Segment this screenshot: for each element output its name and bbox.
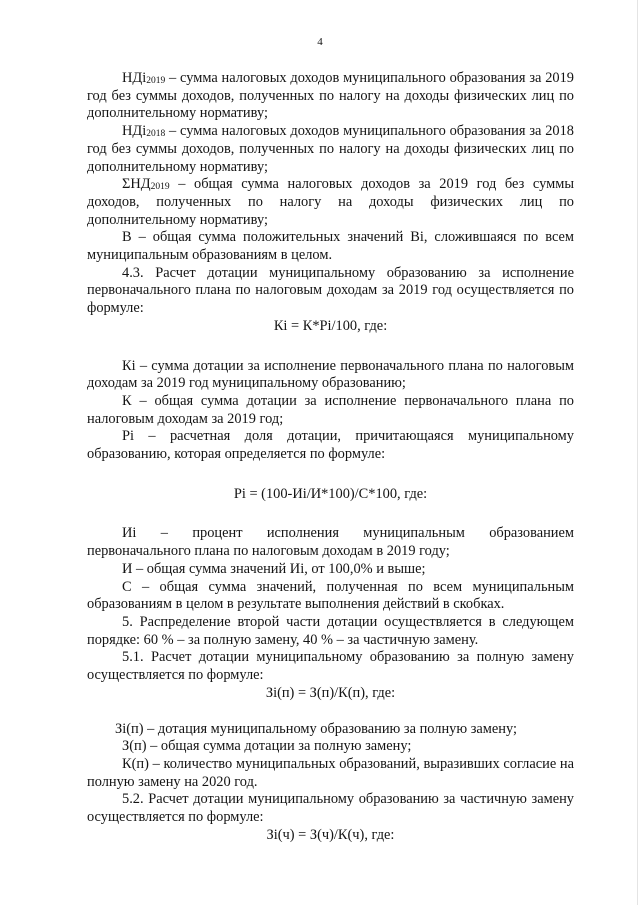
page-number: 4 bbox=[317, 36, 323, 48]
definition-text: – сумма налоговых доходов муниципального образования за 2019 год без суммы доходов, полученных по налогу на доходы физических лиц по дополнительному нормативу; bbox=[87, 70, 574, 122]
definition-ndi2018 bbox=[87, 123, 574, 176]
section-5-2: 5.2. Расчет дотации муниципальному образованию за частичную замену осуществляется по формуле: bbox=[87, 791, 574, 826]
formula-ki: Кi = К*Рi/100, где: bbox=[273, 317, 388, 334]
spacer bbox=[87, 703, 574, 721]
definition-sum-nd2019 bbox=[87, 176, 574, 229]
definition-k: К – общая сумма дотации за исполнение первоначального плана по налоговым доходам за 2019 год; bbox=[87, 392, 574, 427]
section-5: 5. Распределение второй части дотации осуществляется в следующем порядке: 60 % – за полную замену, 40 % – за частичную замену. bbox=[87, 613, 574, 648]
definition-ii: Иi – процент исполнения муниципальным образованием первоначального плана по налоговым доходам в 2019 году; bbox=[87, 525, 574, 560]
definition-pi: Рi – расчетная доля дотации, причитающаяся муниципальному образованию, которая определяется по формуле: bbox=[87, 428, 574, 463]
term-subscript: 2019 bbox=[146, 76, 166, 86]
document-body bbox=[87, 70, 574, 844]
formula-zi-ch: Зi(ч) = З(ч)/К(ч), где: bbox=[266, 826, 395, 843]
section-4-3: 4.3. Расчет дотации муниципальному образованию за исполнение первоначального плана по налоговым доходам за 2019 год осуществляется по формуле: bbox=[87, 264, 574, 317]
formula-zi-p: Зi(п) = З(п)/К(п), где: bbox=[265, 684, 396, 701]
definition-text: – общая сумма налоговых доходов за 2019 год без суммы доходов, полученных по налогу на доходы физических лиц по дополнительному нормативу; bbox=[87, 176, 574, 228]
definition-z-p: З(п) – общая сумма дотации за полную замену; bbox=[122, 738, 412, 755]
term-subscript: 2019 bbox=[150, 182, 170, 193]
term: ΣНД bbox=[122, 176, 151, 193]
spacer bbox=[87, 464, 574, 486]
definition-zi-p: Зi(п) – дотация муниципальному образованию за полную замену; bbox=[115, 720, 517, 737]
formula-pi: Рi = (100-Иi/И*100)/С*100, где: bbox=[233, 485, 428, 502]
definition-ki: Кi – сумма дотации за исполнение первоначального плана по налоговым доходам за 2019 год муниципальному образованию; bbox=[87, 357, 574, 392]
definition-text: – сумма налоговых доходов муниципального образования за 2018 год без суммы доходов, полученных по налогу на доходы физических лиц по дополнительному нормативу; bbox=[87, 123, 574, 175]
definition-c: С – общая сумма значений, полученная по всем муниципальным образованиям в целом в результате выполнения действий в скобках. bbox=[87, 578, 574, 613]
scan-edge bbox=[637, 0, 638, 905]
definition-b: В – общая сумма положительных значений Вi, сложившаяся по всем муниципальным образованиям в целом. bbox=[87, 229, 574, 264]
section-5-1: 5.1. Расчет дотации муниципальному образованию за полную замену осуществляется по формуле: bbox=[87, 649, 574, 684]
spacer bbox=[87, 503, 574, 525]
definition-k-p: К(п) – количество муниципальных образований, выразивших согласие на полную замену на 2020 год. bbox=[87, 755, 574, 790]
term: НДi bbox=[122, 123, 147, 140]
spacer bbox=[87, 336, 574, 358]
term-subscript: 2018 bbox=[146, 129, 166, 140]
definition-i: И – общая сумма значений Иi, от 100,0% и выше; bbox=[122, 560, 426, 577]
term: НДi bbox=[122, 70, 147, 86]
definition-ndi2019 bbox=[87, 70, 574, 123]
